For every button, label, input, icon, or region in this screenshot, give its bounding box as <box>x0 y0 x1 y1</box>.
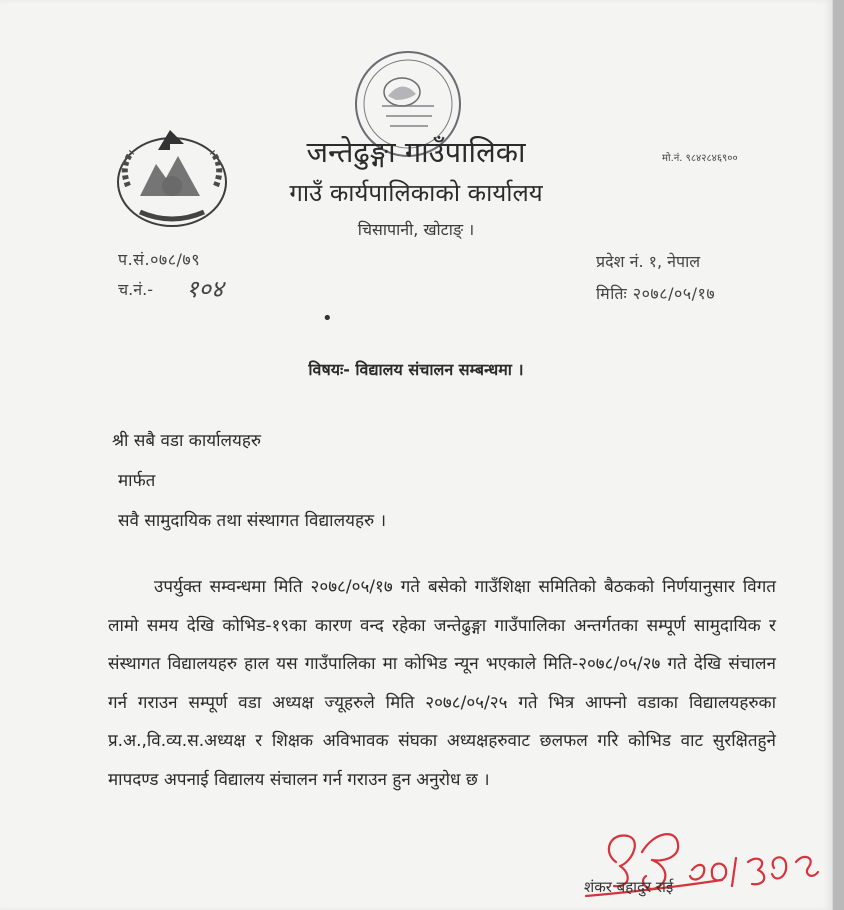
letter-date: मितिः २०७८/०५/१७ <box>596 284 716 303</box>
dispatch-number-handwritten: १०४ <box>186 275 224 303</box>
letter-subject: विषयः- विद्यालय संचालन सम्बन्धमा । <box>308 360 524 379</box>
stray-mark: • <box>322 308 333 329</box>
province-label: प्रदेश नं. १, नेपाल <box>596 252 701 271</box>
signer-name: शंकर बहादुर राई <box>584 878 674 896</box>
org-address: चिसापानी, खोटाङ् । <box>357 220 475 239</box>
dispatch-number-label: च.नं.- <box>118 280 153 299</box>
org-subtitle: गाउँ कार्यपालिकाको कार्यालय <box>289 179 543 207</box>
addressee-line-2: मार्फत <box>118 471 156 491</box>
org-phone: मो.नं. ९८४२८४६९०० <box>662 153 738 164</box>
letter-body: उपर्युक्त सम्वन्धमा मिति २०७८/०५/१७ गते बसेको गाउँशिक्षा समितिको बैठकको निर्णयानुसार विगत लामो समय देखि कोभिड-१९का कारण वन्द रहेका जन्तेढुङ्गा गाउँपालिका अन्तर्गतका सम्पूर्ण सामुदायिक र संस्थागत विद्यालयहरु हाल यस गाउँपालिका मा कोभिड न्यून भएकाले मिति-२०७८/०५/२७ गते देखि संचालन गर्न गराउन सम्पूर्ण वडा अध्यक्ष ज्यूहरुले मिति २०७८/०५/२५ गते भित्र आफ्नो वडाका विद्यालयहरुका प्र.अ.,वि.व्य.स.अध्यक्ष र शिक्षक अविभावक संघका अध्यक्षहरुवाट छलफल गरि कोभिड वाट सुरक्षितहुने मापदण्ड अपनाई विद्यालय संचालन गर्न गराउन हुन अनुरोध छ । <box>108 577 776 790</box>
org-title: जन्तेढुङ्गा गाउँपालिका <box>306 135 526 169</box>
addressee-line-1: श्री सबै वडा कार्यालयहरु <box>112 431 262 451</box>
reference-number: प.सं.०७८/७९ <box>118 250 201 269</box>
addressee-line-3: सवै सामुदायिक तथा संस्थागत विद्यालयहरु । <box>118 511 387 531</box>
